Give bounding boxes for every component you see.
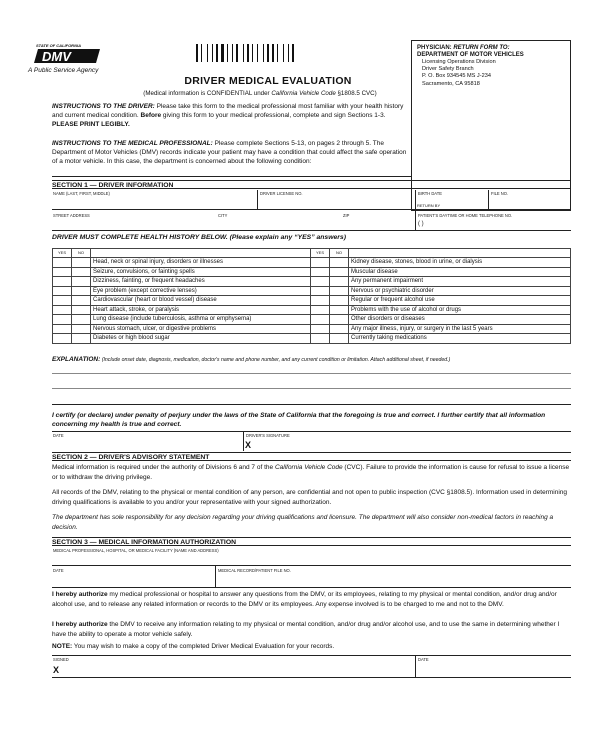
signed-label: SIGNED: [53, 657, 69, 662]
barcode-bar: [232, 44, 233, 62]
table-row: Head, neck or spinal injury, disorders or illnesses Kidney disease, stones, blood in urine, or dialysis: [53, 258, 571, 268]
barcode-bar: [212, 44, 213, 62]
barcode-bar: [221, 44, 224, 62]
barcode-bar: [277, 44, 278, 62]
table-row: Diabetes or high blood sugar Currently taking medications: [53, 334, 571, 344]
phone-parens: ( ): [418, 221, 424, 227]
return-label: PHYSICIAN: RETURN FORM TO: DEPARTMENT OF MOTOR VEHICLES: [417, 45, 524, 58]
row-line: [52, 565, 571, 566]
barcode-bar: [225, 44, 226, 62]
barcode-bar: [239, 44, 242, 62]
table-row: Dizziness, fainting, or frequent headaches Any permanent impairment: [53, 277, 571, 287]
dmv-logo: [32, 46, 102, 66]
name-label: NAME (LAST, FIRST, MIDDLE): [53, 191, 110, 196]
barcode-bar: [214, 44, 215, 62]
driver-signature-label: DRIVER'S SIGNATURE: [246, 433, 290, 438]
street-label: STREET ADDRESS: [53, 213, 90, 218]
yes-header: YES: [311, 249, 330, 258]
date-label: DATE: [418, 657, 429, 662]
barcode-bar: [254, 44, 256, 62]
explanation-line: [52, 373, 571, 374]
row-line: [52, 655, 571, 656]
phone-label: PATIENT'S DAYTIME OR HOME TELEPHONE NO.: [418, 213, 513, 218]
returned-by-label: RETURN BY: [417, 203, 441, 208]
record-label: MEDICAL RECORD/PATIENT FILE NO.: [218, 568, 291, 573]
row-line: [52, 587, 571, 588]
authorization-2: I hereby authorize the DMV to receive any information relating to my physical or mental condition, and/or drug and/or alcohol use, and to use the same in determining whether I have the ability to operate a motor vehicle safely.: [52, 621, 560, 638]
table-row: Seizure, convulsions, or fainting spells Muscular disease: [53, 267, 571, 277]
row-line: [52, 209, 571, 210]
barcode-bar: [199, 44, 200, 62]
barcode-bar: [234, 44, 235, 62]
table-row: Lung disease (include tuberculosis, asthma or emphysema) Other disorders or diseases: [53, 315, 571, 325]
advisory-paragraph-2: All records of the DMV, relating to the physical or mental condition of any person, are confidential and not open to public inspection (CVC §1808.5). Information used in determining driving qualifications is available to you and/or your representative with your signed authorization.: [52, 489, 568, 506]
health-history-table: [52, 248, 571, 344]
barcode-bar: [209, 44, 211, 62]
barcode-bar: [247, 44, 249, 62]
date-label: DATE: [53, 433, 64, 438]
license-label: DRIVER LICENSE NO.: [260, 191, 303, 196]
health-history-heading: DRIVER MUST COMPLETE HEALTH HISTORY BELOW. (Please explain any “YES” answers): [52, 234, 346, 241]
barcode-bar: [267, 44, 269, 62]
divider: [488, 190, 489, 209]
no-header: NO: [72, 249, 91, 258]
file-no-label: FILE NO.: [491, 191, 509, 196]
barcode-bar: [270, 44, 271, 62]
barcode-bar: [229, 44, 231, 62]
barcode-bar: [265, 44, 266, 62]
barcode-bar: [295, 44, 296, 62]
logo-state-text: STATE OF CALIFORNIA: [36, 43, 81, 48]
barcode-bar: [203, 44, 206, 62]
barcode-bar: [243, 44, 244, 62]
divider: [415, 190, 416, 209]
advisory-paragraph-3: The department has sole responsibility for any decision regarding your driving qualifications and licensure. The department will also consider non-medical factors in reaching a decision.: [52, 514, 554, 531]
barcode-bar: [216, 44, 218, 62]
barcode-bar: [275, 44, 276, 62]
zip-label: ZIP: [343, 213, 350, 218]
dmv-logo-text: DMV: [42, 49, 71, 64]
divider: [415, 209, 416, 230]
barcode-bar: [290, 44, 291, 62]
barcode-bar: [207, 44, 208, 62]
birth-date-label: BIRTH DATE: [418, 191, 442, 196]
explanation-line: [52, 388, 571, 389]
barcode-bar: [250, 44, 251, 62]
row-line: [52, 431, 571, 432]
barcode-bar: [245, 44, 246, 62]
barcode-bar: [279, 44, 282, 62]
city-label: CITY: [218, 213, 228, 218]
table-row: Heart attack, stroke, or paralysis Problems with the use of alcohol or drugs: [53, 305, 571, 315]
section-3-title: SECTION 3 — MEDICAL INFORMATION AUTHORIZATION: [52, 537, 571, 546]
yes-header: YES: [53, 249, 72, 258]
records-note: NOTE: You may wish to make a copy of the completed Driver Medical Evaluation for your records.: [52, 643, 335, 650]
section-1-title: SECTION 1 — DRIVER INFORMATION: [52, 180, 571, 189]
condition-line: [52, 176, 411, 177]
professional-instructions: INSTRUCTIONS TO THE MEDICAL PROFESSIONAL: Please complete Sections 5-13, on pages 2 through 5. The Department of Motor Vehicles (DMV) records indicate your patient may have a condition that could affect the safe operation of a motor vehicle. In this case, the department is concerned about the following condition:: [52, 140, 407, 165]
advisory-paragraph-1: Medical information is required under the authority of Divisions 6 and 7 of the California Vehicle Code (CVC). Failure to provide the information is cause for refusal to issue a license or to withdraw the driving privilege.: [52, 464, 570, 481]
facility-label: MEDICAL PROFESSIONAL, HOSPITAL, OR MEDICAL FACILITY (NAME AND ADDRESS): [53, 548, 219, 553]
barcode-bar: [292, 44, 294, 62]
authorization-1: I hereby authorize my medical professional or hospital to answer any questions from the DMV, or its employees, relating to my physical or mental condition, and/or drug and/or alcohol use, and to release any related information or records to the DMV or its employees. Any expense involved is to be charged to me and not to the DMV.: [52, 591, 557, 608]
section-2-title: SECTION 2 — DRIVER'S ADVISORY STATEMENT: [52, 452, 571, 461]
row-line: [52, 677, 571, 678]
table-row: Nervous stomach, ulcer, or digestive problems Any major illness, injury, or surgery in the last 5 years: [53, 324, 571, 334]
barcode-bar: [285, 44, 287, 62]
barcode-bar: [219, 44, 220, 62]
barcode-bar: [288, 44, 289, 62]
signed-x[interactable]: X: [53, 665, 60, 675]
divider: [415, 655, 416, 677]
barcode-bar: [257, 44, 258, 62]
explanation-line: [52, 404, 571, 405]
signature-x[interactable]: X: [245, 440, 252, 450]
barcode-bar: [272, 44, 274, 62]
barcode-bar: [227, 44, 228, 62]
barcode-bar: [196, 44, 198, 62]
return-address: Licensing Operations Division Driver Safety Branch P. O. Box 934545 MS J-234 Sacramento, CA 95818: [422, 59, 496, 87]
divider: [257, 190, 258, 209]
table-row: Eye problem (except corrective lenses) Nervous or psychiatric disorder: [53, 286, 571, 296]
row-line: [52, 230, 571, 231]
table-row: Cardiovascular (heart or blood vessel) disease Regular or frequent alcohol use: [53, 296, 571, 306]
barcode-bar: [263, 44, 264, 62]
barcode: [196, 44, 296, 62]
barcode-bar: [236, 44, 238, 62]
no-header: NO: [330, 249, 349, 258]
agency-tagline: A Public Service Agency: [28, 67, 99, 74]
explanation-label: EXPLANATION: (Include onset date, diagnosis, medication, doctor's name and phone number, and any current condition or limitation. Attach additional sheet, if needed.): [52, 356, 451, 363]
form-title: DRIVER MEDICAL EVALUATION: [184, 75, 352, 87]
barcode-bar: [201, 44, 202, 62]
divider: [243, 431, 244, 451]
barcode-bar: [283, 44, 284, 62]
barcode-bar: [259, 44, 262, 62]
certification-statement: I certify (or declare) under penalty of perjury under the laws of the State of California that the foregoing is true and correct. I further certify that all information concerning my health is true and correct.: [52, 412, 546, 428]
divider: [215, 565, 216, 587]
table-header-row: [53, 249, 571, 258]
form-subtitle: (Medical information is CONFIDENTIAL under California Vehicle Code §1808.5 CVC): [143, 90, 377, 97]
barcode-bar: [252, 44, 253, 62]
date-label: DATE: [53, 568, 64, 573]
driver-instructions: INSTRUCTIONS TO THE DRIVER: Please take this form to the medical professional most familiar with your health history and current medical condition. Before giving this form to your medical professional, complete and sign Sections 1-3. PLEASE PRINT LEGIBLY.: [52, 103, 404, 128]
